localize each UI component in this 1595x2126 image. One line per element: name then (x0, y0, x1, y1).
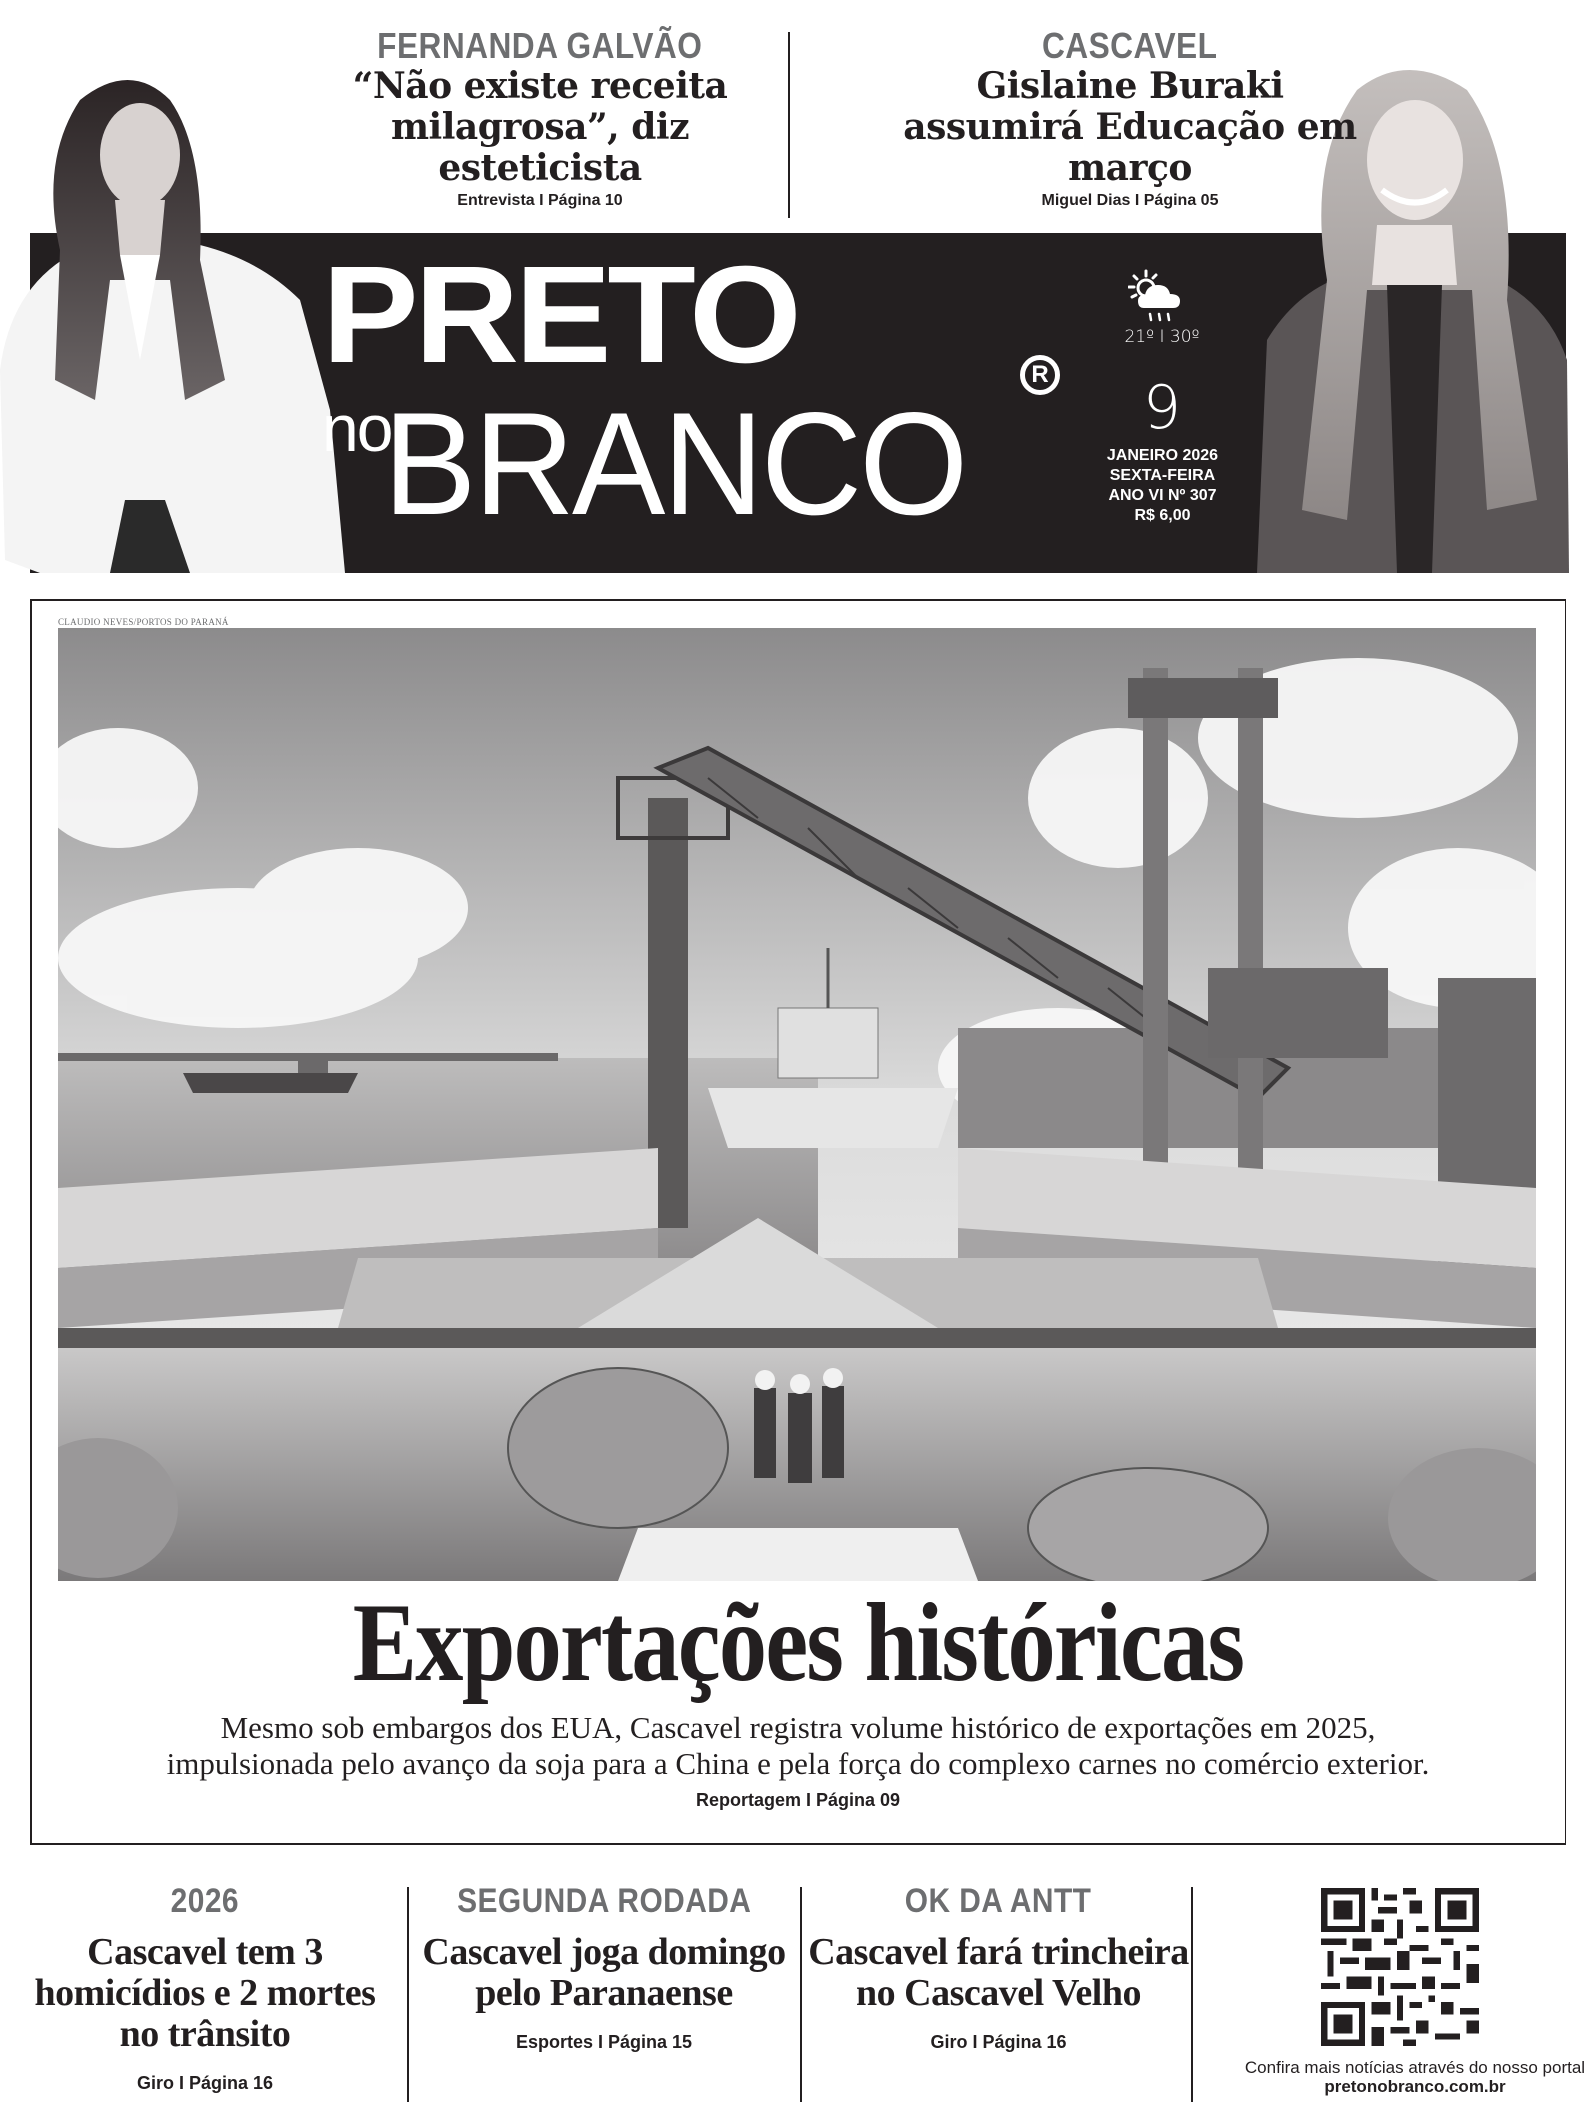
teaser-fernanda-galvao[interactable] (290, 26, 790, 211)
date-weekday: SEXTA-FEIRA (1109, 467, 1216, 484)
logo-branco[interactable]: BRANCO (383, 382, 966, 545)
teaser-kicker: 2026 (170, 1882, 240, 1920)
teaser-credit: Miguel Dias I Página 05 (1041, 192, 1219, 209)
teaser-headline[interactable]: “Não existe receita milagrosa”, diz esteticista (352, 65, 728, 189)
teaser-segunda-rodada[interactable] (408, 1882, 800, 2052)
edition-number: ANO VI Nº 307 (1108, 487, 1217, 504)
weather-temperature: 21º I 30º (1124, 327, 1200, 347)
teaser-credit: Giro I Página 16 (930, 2032, 1067, 2052)
partly-cloudy-rain-icon (1128, 268, 1190, 326)
date-day: 9 (1142, 373, 1182, 443)
teaser-ok-da-antt[interactable] (806, 1882, 1191, 2052)
portal-promo (1240, 2058, 1590, 2096)
logo-preto[interactable]: PRETO (322, 238, 798, 392)
portal-link[interactable]: pretonobranco.com.br (1324, 2077, 1506, 2096)
teaser-headline[interactable]: Cascavel fará trincheira no Cascavel Velho (808, 1931, 1189, 2014)
teaser-credit: Entrevista I Página 10 (457, 192, 623, 209)
column-divider (788, 32, 790, 218)
teaser-kicker: OK DA ANTT (905, 1882, 1092, 1920)
column-divider (1191, 1887, 1193, 2102)
main-headline[interactable]: Exportações históricas (352, 1581, 1244, 1705)
teaser-headline[interactable]: Gislaine Buraki assumirá Educação em março (903, 65, 1357, 189)
teaser-kicker: CASCAVEL (1042, 25, 1218, 66)
teaser-kicker: SEGUNDA RODADA (456, 1882, 752, 1920)
subheadline-line-1: Mesmo sob embargos dos EUA, Cascavel registra volume histórico de exportações em 2025, (220, 1710, 1376, 1745)
logo-no: no (322, 391, 392, 465)
date-month-year: JANEIRO 2026 (1106, 447, 1219, 464)
teaser-credit: Esportes I Página 15 (515, 2032, 693, 2052)
qr-code-icon[interactable] (1318, 1888, 1482, 2046)
port-ship-photo-icon (58, 628, 1536, 1581)
teaser-homicidios[interactable] (20, 1882, 390, 2093)
main-story-credit: Reportagem I Página 09 (695, 1790, 901, 1810)
portal-promo-text: Confira mais notícias através do nosso portal (1244, 2058, 1586, 2077)
teaser-credit: Giro I Página 16 (136, 2073, 274, 2093)
teaser-kicker: FERNANDA GALVÃO (377, 25, 703, 66)
registered-mark-icon: R (1020, 355, 1060, 395)
subheadline-line-2: impulsionada pelo avanço da soja para a China e pela força do complexo carnes no comércio exterior. (166, 1746, 1430, 1781)
date-info (1100, 446, 1225, 526)
main-subheadline (30, 1710, 1566, 1782)
teaser-headline[interactable]: Cascavel joga domingo pelo Paranaense (422, 1931, 786, 2014)
teaser-headline[interactable]: Cascavel tem 3 homicídios e 2 mortes no trânsito (34, 1931, 376, 2055)
cover-price: R$ 6,00 (1134, 507, 1191, 524)
main-story-photo[interactable] (58, 628, 1536, 1581)
teaser-gislaine-buraki[interactable] (900, 26, 1360, 211)
column-divider (800, 1887, 802, 2102)
photo-credit: CLAUDIO NEVES/PORTOS DO PARANÁ (58, 617, 229, 627)
